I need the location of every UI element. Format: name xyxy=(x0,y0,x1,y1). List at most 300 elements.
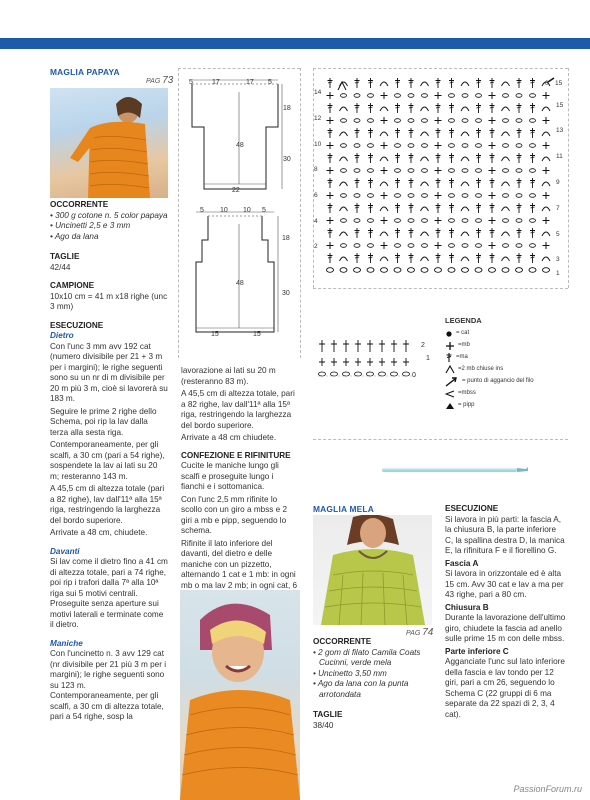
arc-stitch xyxy=(502,82,510,86)
row-2: 2 xyxy=(314,243,318,250)
chain-stitch xyxy=(367,372,374,376)
ma-stitch xyxy=(517,153,522,163)
chain-stitch xyxy=(449,94,455,98)
mela-occorrente-heading: OCCORRENTE xyxy=(313,637,372,646)
arc-stitch xyxy=(461,157,469,161)
row-14: 14 xyxy=(314,89,322,96)
middle-text xyxy=(181,366,299,604)
mela-esec-text: Si lavora in più parti: la fascia A, la chiusura B, la parte inferiore C, la spallina destra D, la manica E, la rifinitura F e il fiorellino G. xyxy=(445,514,565,555)
chain-stitch xyxy=(449,119,455,123)
fasciaA-heading: Fascia A xyxy=(445,558,479,568)
arc-stitch xyxy=(340,157,348,161)
legend-item-2mb: =2 mb chiuse ins xyxy=(445,364,565,376)
mb-stitch xyxy=(319,358,325,366)
s1-center: 48 xyxy=(236,142,244,149)
ma-stitch xyxy=(409,178,414,188)
ma-stitch xyxy=(476,203,481,213)
chain-stitch xyxy=(530,144,536,148)
ma-stitch xyxy=(530,203,535,213)
arc-stitch xyxy=(340,107,348,111)
top-color-bar xyxy=(0,38,590,49)
arc-stitch xyxy=(380,182,388,186)
mb-stitch xyxy=(327,242,334,249)
mb-stitch xyxy=(343,358,349,366)
chain-stitch xyxy=(476,219,482,223)
chain-stitch xyxy=(403,372,410,376)
mb-stitch xyxy=(543,217,550,224)
arc-stitch xyxy=(380,132,388,136)
pipp-icon xyxy=(445,402,455,410)
arc-stitch xyxy=(380,207,388,211)
mb-stitch xyxy=(489,217,496,224)
chain-stitch xyxy=(319,372,326,376)
ma-stitch xyxy=(355,203,360,213)
ma-stitch xyxy=(530,178,535,188)
confezione-p1: Cucite le maniche lungo gli scalfi e proseguite lungo i fianchi e i sottomanica. xyxy=(181,461,279,491)
arrow-icon xyxy=(445,377,459,387)
mb-stitch xyxy=(489,167,496,174)
ma-stitch xyxy=(409,103,414,113)
row-13: 13 xyxy=(556,127,564,134)
ma-stitch xyxy=(343,340,349,352)
mb-stitch xyxy=(435,217,442,224)
chain-stitch xyxy=(476,94,482,98)
dietro-p3: Contemporaneamente, per gli scalfi, a 30 cm (pari a 54 righe), sospendete la lav ai lati su 20 m; resteranno 143 m. xyxy=(50,440,165,481)
mb-stitch xyxy=(543,142,550,149)
right-text-col1 xyxy=(313,637,436,733)
ma-stitch xyxy=(449,228,454,238)
chain-stitch xyxy=(343,372,350,376)
mb-stitch xyxy=(381,242,388,249)
chain-stitch xyxy=(516,268,523,273)
chain-stitch xyxy=(341,94,347,98)
mela-occ-item: • Uncinetto 3,50 mm xyxy=(313,668,387,678)
ma-stitch xyxy=(355,78,360,88)
chain-stitch xyxy=(422,244,428,248)
occ-item: • Ago da lana xyxy=(50,231,99,241)
chain-stitch xyxy=(462,144,468,148)
mb-stitch xyxy=(327,117,334,124)
chain-stitch xyxy=(341,219,347,223)
ma-stitch xyxy=(490,228,495,238)
chain-stitch xyxy=(503,219,509,223)
chain-stitch xyxy=(449,219,455,223)
ma-stitch xyxy=(517,78,522,88)
maniche-cont-3: Arrivate a 48 cm chiudete. xyxy=(181,433,277,442)
left-text-col1 xyxy=(50,200,168,725)
chain-stitch xyxy=(354,144,360,148)
row-11: 11 xyxy=(556,153,563,160)
chart-left-border xyxy=(313,68,314,288)
chain-stitch xyxy=(449,169,455,173)
davanti-text: Si lav come il dietro fino a 41 cm di altezza totale, pari a 74 righe, poi rip i trafori dalla 7ª alla 10ª riga sui 5 motivi centrali. Proseguite senza aperture sui motivi laterali e terminate come il dietro. xyxy=(50,557,168,629)
row-4: 4 xyxy=(314,218,318,225)
edge-row-2: 2 xyxy=(421,342,425,349)
taglie-heading: TAGLIE xyxy=(50,252,80,261)
s2-right-1: 18 xyxy=(282,235,290,242)
mb-stitch xyxy=(435,242,442,249)
arc-stitch xyxy=(542,132,550,136)
chain-stitch xyxy=(408,144,414,148)
row-8: 8 xyxy=(314,166,318,173)
chiusuraB-heading: Chiusura B xyxy=(445,602,489,612)
chain-stitch xyxy=(449,244,455,248)
legend-bottom-border xyxy=(313,439,568,440)
chain-stitch xyxy=(530,94,536,98)
chain-stitch xyxy=(530,169,536,173)
chain-stitch xyxy=(462,219,468,223)
chart-right-border xyxy=(568,68,569,288)
chain-stitch xyxy=(368,94,374,98)
chain-stitch xyxy=(503,194,509,198)
ma-stitch xyxy=(449,103,454,113)
arc-stitch xyxy=(421,182,429,186)
mb-stitch xyxy=(381,142,388,149)
mb-stitch xyxy=(489,117,496,124)
chain-stitch xyxy=(462,169,468,173)
ma-stitch xyxy=(409,128,414,138)
campione-text: 10x10 cm = 41 m x18 righe (unc 3 mm) xyxy=(50,291,168,311)
maniche-cont-1: lavorazione ai lati su 20 m (resteranno 83 m). xyxy=(181,366,276,386)
ma-stitch xyxy=(395,128,400,138)
legend xyxy=(445,316,565,412)
mb-stitch xyxy=(379,358,385,366)
ma-stitch xyxy=(530,128,535,138)
chain-stitch xyxy=(408,94,414,98)
arc-stitch xyxy=(542,207,550,211)
fasciaA-text: Si lavora in orizzontale ed è alta 15 cm. Avv 30 cat e lav a ma per 43 righe, pari a 80 cm. xyxy=(445,569,564,599)
s1-top-3: 17 xyxy=(246,79,254,86)
ma-stitch xyxy=(328,78,333,88)
chain-stitch xyxy=(530,244,536,248)
chain-stitch xyxy=(516,244,522,248)
ma-stitch xyxy=(476,153,481,163)
ma-stitch xyxy=(490,78,495,88)
confezione-p3: Rifinite il lato inferiore del davanti, del dietro e delle maniche con un pizzetto, alternando 1 cat e 1 mb: in ogni mb o ma lav 2 mb; in ogni cat, 6 xyxy=(181,538,298,590)
chain-stitch xyxy=(355,372,362,376)
legend-item-mb: =mb xyxy=(445,340,565,352)
chain-stitch xyxy=(395,219,401,223)
chain-stitch xyxy=(395,244,401,248)
s1-right-1: 18 xyxy=(283,105,291,112)
arc-stitch xyxy=(421,107,429,111)
ma-stitch xyxy=(517,253,522,263)
right-title: MAGLIA MELA xyxy=(313,504,374,514)
right-text-col2 xyxy=(445,504,566,722)
mb-stitch xyxy=(381,167,388,174)
chain-stitch xyxy=(516,194,522,198)
papaya-photo xyxy=(50,88,168,198)
ma-stitch xyxy=(490,103,495,113)
ma-stitch xyxy=(436,153,441,163)
arc-stitch xyxy=(380,82,388,86)
legend-item-mbss: =mbss xyxy=(445,388,565,400)
chain-stitch xyxy=(368,119,374,123)
ma-stitch xyxy=(490,153,495,163)
mb-stitch xyxy=(403,358,409,366)
watermark: PassionForum.ru xyxy=(513,784,582,795)
chain-stitch xyxy=(449,194,455,198)
s1-top-4: 5 xyxy=(268,79,272,86)
ma-stitch xyxy=(490,128,495,138)
arc-stitch xyxy=(421,232,429,236)
chain-stitch xyxy=(543,268,550,273)
chain-stitch xyxy=(476,119,482,123)
mb-stitch xyxy=(381,92,388,99)
chain-stitch xyxy=(368,219,374,223)
chain-stitch xyxy=(516,94,522,98)
chain-stitch xyxy=(422,94,428,98)
chain-stitch xyxy=(354,219,360,223)
ma-stitch xyxy=(517,103,522,113)
chain-stitch xyxy=(421,268,428,273)
arc-stitch xyxy=(542,257,550,261)
chain-stitch xyxy=(435,268,442,273)
mb-stitch xyxy=(543,242,550,249)
mb-stitch xyxy=(381,117,388,124)
mela-esecuzione-heading: ESECUZIONE xyxy=(445,504,499,513)
mb-stitch xyxy=(355,358,361,366)
mb-stitch xyxy=(327,192,334,199)
occ-item: • Uncinetti 2,5 e 3 mm xyxy=(50,221,131,230)
chain-stitch xyxy=(503,169,509,173)
ma-stitch xyxy=(449,153,454,163)
mela-occ-item: • Ago da lana con la punta arrotondata xyxy=(313,679,409,699)
row-1: 1 xyxy=(556,270,560,277)
chain-stitch xyxy=(516,119,522,123)
ma-stitch xyxy=(368,153,373,163)
s2-top-2: 10 xyxy=(220,207,228,214)
ma-stitch xyxy=(449,78,454,88)
chain-stitch xyxy=(395,194,401,198)
chain-stitch xyxy=(368,194,374,198)
maniche-cont-2: A 45,5 cm di altezza totale, pari a 82 righe, lav dall'11ª alla 15ª riga, restringendo la larghezza del bordo superiore. xyxy=(181,389,295,430)
arc-stitch xyxy=(380,257,388,261)
papaya-photo-2 xyxy=(180,590,300,800)
chain-stitch xyxy=(341,119,347,123)
row-9: 9 xyxy=(556,179,560,186)
chain-stitch xyxy=(408,194,414,198)
ma-stitch xyxy=(409,228,414,238)
garment-schematics xyxy=(182,72,300,362)
occ-item: • 300 g cotone n. 5 color papaya xyxy=(50,210,168,220)
occorrente-heading: OCCORRENTE xyxy=(50,200,109,209)
ma-stitch xyxy=(530,253,535,263)
ma-stitch xyxy=(379,340,385,352)
chain-stitch xyxy=(462,194,468,198)
ma-stitch xyxy=(328,228,333,238)
row-3: 3 xyxy=(556,256,560,263)
s2-center: 48 xyxy=(236,280,244,287)
chain-stitch xyxy=(462,244,468,248)
campione-heading: CAMPIONE xyxy=(50,281,95,290)
edge-row-1: 1 xyxy=(426,355,430,362)
mb-stitch xyxy=(543,117,550,124)
mela-taglie-heading: TAGLIE xyxy=(313,710,343,719)
chain-stitch xyxy=(462,94,468,98)
ma-stitch xyxy=(530,78,535,88)
s2-top-4: 5 xyxy=(262,207,266,214)
right-page-ref: PAG 74 xyxy=(406,627,434,638)
occ-list xyxy=(50,211,168,243)
mb-stitch xyxy=(391,358,397,366)
ma-stitch xyxy=(436,203,441,213)
chain-stitch xyxy=(530,119,536,123)
row-5: 5 xyxy=(556,231,560,238)
ma-stitch xyxy=(409,78,414,88)
chain-stitch xyxy=(503,244,509,248)
row-7: 7 xyxy=(556,205,560,212)
chain-stitch xyxy=(530,219,536,223)
parteC-heading: Parte inferiore C xyxy=(445,646,509,656)
arc-stitch xyxy=(542,157,550,161)
ma-stitch xyxy=(367,340,373,352)
maniche-heading: Maniche xyxy=(50,638,83,648)
chart-bottom-border xyxy=(313,288,568,289)
arc-stitch xyxy=(421,257,429,261)
s1-top-1: 5 xyxy=(189,79,193,86)
schema-top-border xyxy=(178,68,300,69)
ma-stitch xyxy=(368,228,373,238)
mb-stitch xyxy=(327,217,334,224)
arc-stitch xyxy=(340,182,348,186)
mela-occ-list xyxy=(313,648,436,701)
ma-stitch xyxy=(328,203,333,213)
mb-stitch xyxy=(435,167,442,174)
mb-stitch xyxy=(489,142,496,149)
ma-stitch xyxy=(403,340,409,352)
arc-stitch xyxy=(340,132,348,136)
chain-stitch xyxy=(379,372,386,376)
mb-stitch xyxy=(381,217,388,224)
taglie-value: 42/44 xyxy=(50,262,71,272)
chain-stitch xyxy=(476,169,482,173)
plus-icon xyxy=(445,341,455,351)
mela-taglie-value: 38/40 xyxy=(313,720,334,730)
mb-stitch xyxy=(489,242,496,249)
chain-stitch xyxy=(341,169,347,173)
ma-stitch xyxy=(395,228,400,238)
arc-stitch xyxy=(421,207,429,211)
chain-stitch xyxy=(341,244,347,248)
ma-stitch xyxy=(368,78,373,88)
arc-stitch xyxy=(461,132,469,136)
chain-stitch xyxy=(476,194,482,198)
s1-right-2: 30 xyxy=(283,156,291,163)
legend-item-ma: =ma xyxy=(445,352,565,364)
ma-stitch xyxy=(436,178,441,188)
ma-stitch xyxy=(476,178,481,188)
mb-stitch xyxy=(489,192,496,199)
chain-stitch xyxy=(476,144,482,148)
chain-stitch xyxy=(503,144,509,148)
mb-stitch xyxy=(435,142,442,149)
ma-stitch xyxy=(368,178,373,188)
s2-top-1: 5 xyxy=(200,207,204,214)
maniche-text: Con l'uncinetto n. 3 avv 129 cat (nr divisibile per 21 più 3 m per i margini); le righe seguenti sono su 123 m. Contemporaneamente, per gli scalfi, a 30 cm di altezza totale, pari a 54 righe, sosp la xyxy=(50,649,167,721)
ma-stitch xyxy=(355,228,360,238)
chain-stitch xyxy=(448,268,455,273)
chain-stitch xyxy=(394,268,401,273)
ma-stitch xyxy=(395,103,400,113)
s1-top-2: 17 xyxy=(212,79,220,86)
ma-stitch xyxy=(395,203,400,213)
row-15-top: 15 xyxy=(555,80,563,87)
chain-stitch xyxy=(489,268,496,273)
row-6: 6 xyxy=(314,192,318,199)
arc-stitch xyxy=(380,107,388,111)
ma-stitch xyxy=(395,153,400,163)
chain-stitch xyxy=(391,372,398,376)
chain-stitch xyxy=(354,119,360,123)
chain-stitch xyxy=(327,268,334,273)
chain-stitch xyxy=(368,144,374,148)
chain-stitch xyxy=(368,169,374,173)
dietro-heading: Dietro xyxy=(50,331,74,340)
ma-stitch xyxy=(409,203,414,213)
chain-stitch xyxy=(395,119,401,123)
ma-stitch xyxy=(490,203,495,213)
chart-top-border xyxy=(313,68,568,69)
ma-stitch xyxy=(395,178,400,188)
chain-stitch xyxy=(529,268,536,273)
ma-stitch xyxy=(368,253,373,263)
arc-stitch xyxy=(542,182,550,186)
mb-stitch xyxy=(327,142,334,149)
ma-stitch xyxy=(355,153,360,163)
chain-stitch xyxy=(462,268,469,273)
arc-stitch xyxy=(461,232,469,236)
ma-stitch xyxy=(436,78,441,88)
chain-stitch xyxy=(503,94,509,98)
arc-stitch xyxy=(461,182,469,186)
ma-stitch xyxy=(530,228,535,238)
ma-stitch xyxy=(449,128,454,138)
s2-bottom-2: 15 xyxy=(253,331,261,338)
chain-stitch xyxy=(408,268,415,273)
confezione-heading: CONFEZIONE E RIFINITURE xyxy=(181,450,291,460)
chiusuraB-text: Durante la lavorazione dell'ultimo giro, chiudete la fascia ad anello sulle prime 15 m con delle mbss. xyxy=(445,613,566,643)
chain-stitch xyxy=(476,244,482,248)
arc-stitch xyxy=(421,157,429,161)
s2-bottom-1: 15 xyxy=(211,331,219,338)
ma-stitch xyxy=(476,128,481,138)
ma-stitch xyxy=(331,340,337,352)
chain-stitch xyxy=(422,194,428,198)
arc-stitch xyxy=(502,157,510,161)
edge-row-0: 0 xyxy=(412,372,416,379)
ma-stitch xyxy=(476,103,481,113)
mb-stitch xyxy=(331,358,337,366)
arc-stitch xyxy=(380,232,388,236)
arc-stitch xyxy=(461,107,469,111)
ma-stitch xyxy=(517,178,522,188)
chain-stitch xyxy=(408,219,414,223)
ma-stitch xyxy=(476,228,481,238)
arc-stitch xyxy=(502,107,510,111)
legend-item-pipp: = pipp xyxy=(445,400,565,412)
dot-icon xyxy=(445,330,453,338)
chain-stitch xyxy=(354,169,360,173)
ma-stitch xyxy=(355,340,361,352)
chain-stitch xyxy=(367,268,374,273)
edging-chart xyxy=(316,336,420,386)
dagger-icon xyxy=(445,352,453,363)
ma-stitch xyxy=(395,253,400,263)
parteC-text: Agganciate l'unc sul lato inferiore della fascia e lav tondo per 12 giri, pari a cm 26, seguendo lo Schema C (22 gruppi di 6 ma separate da 22 spazi di 2, 3, 4 cat). xyxy=(445,657,565,719)
ma-stitch xyxy=(449,253,454,263)
arc-stitch xyxy=(421,82,429,86)
